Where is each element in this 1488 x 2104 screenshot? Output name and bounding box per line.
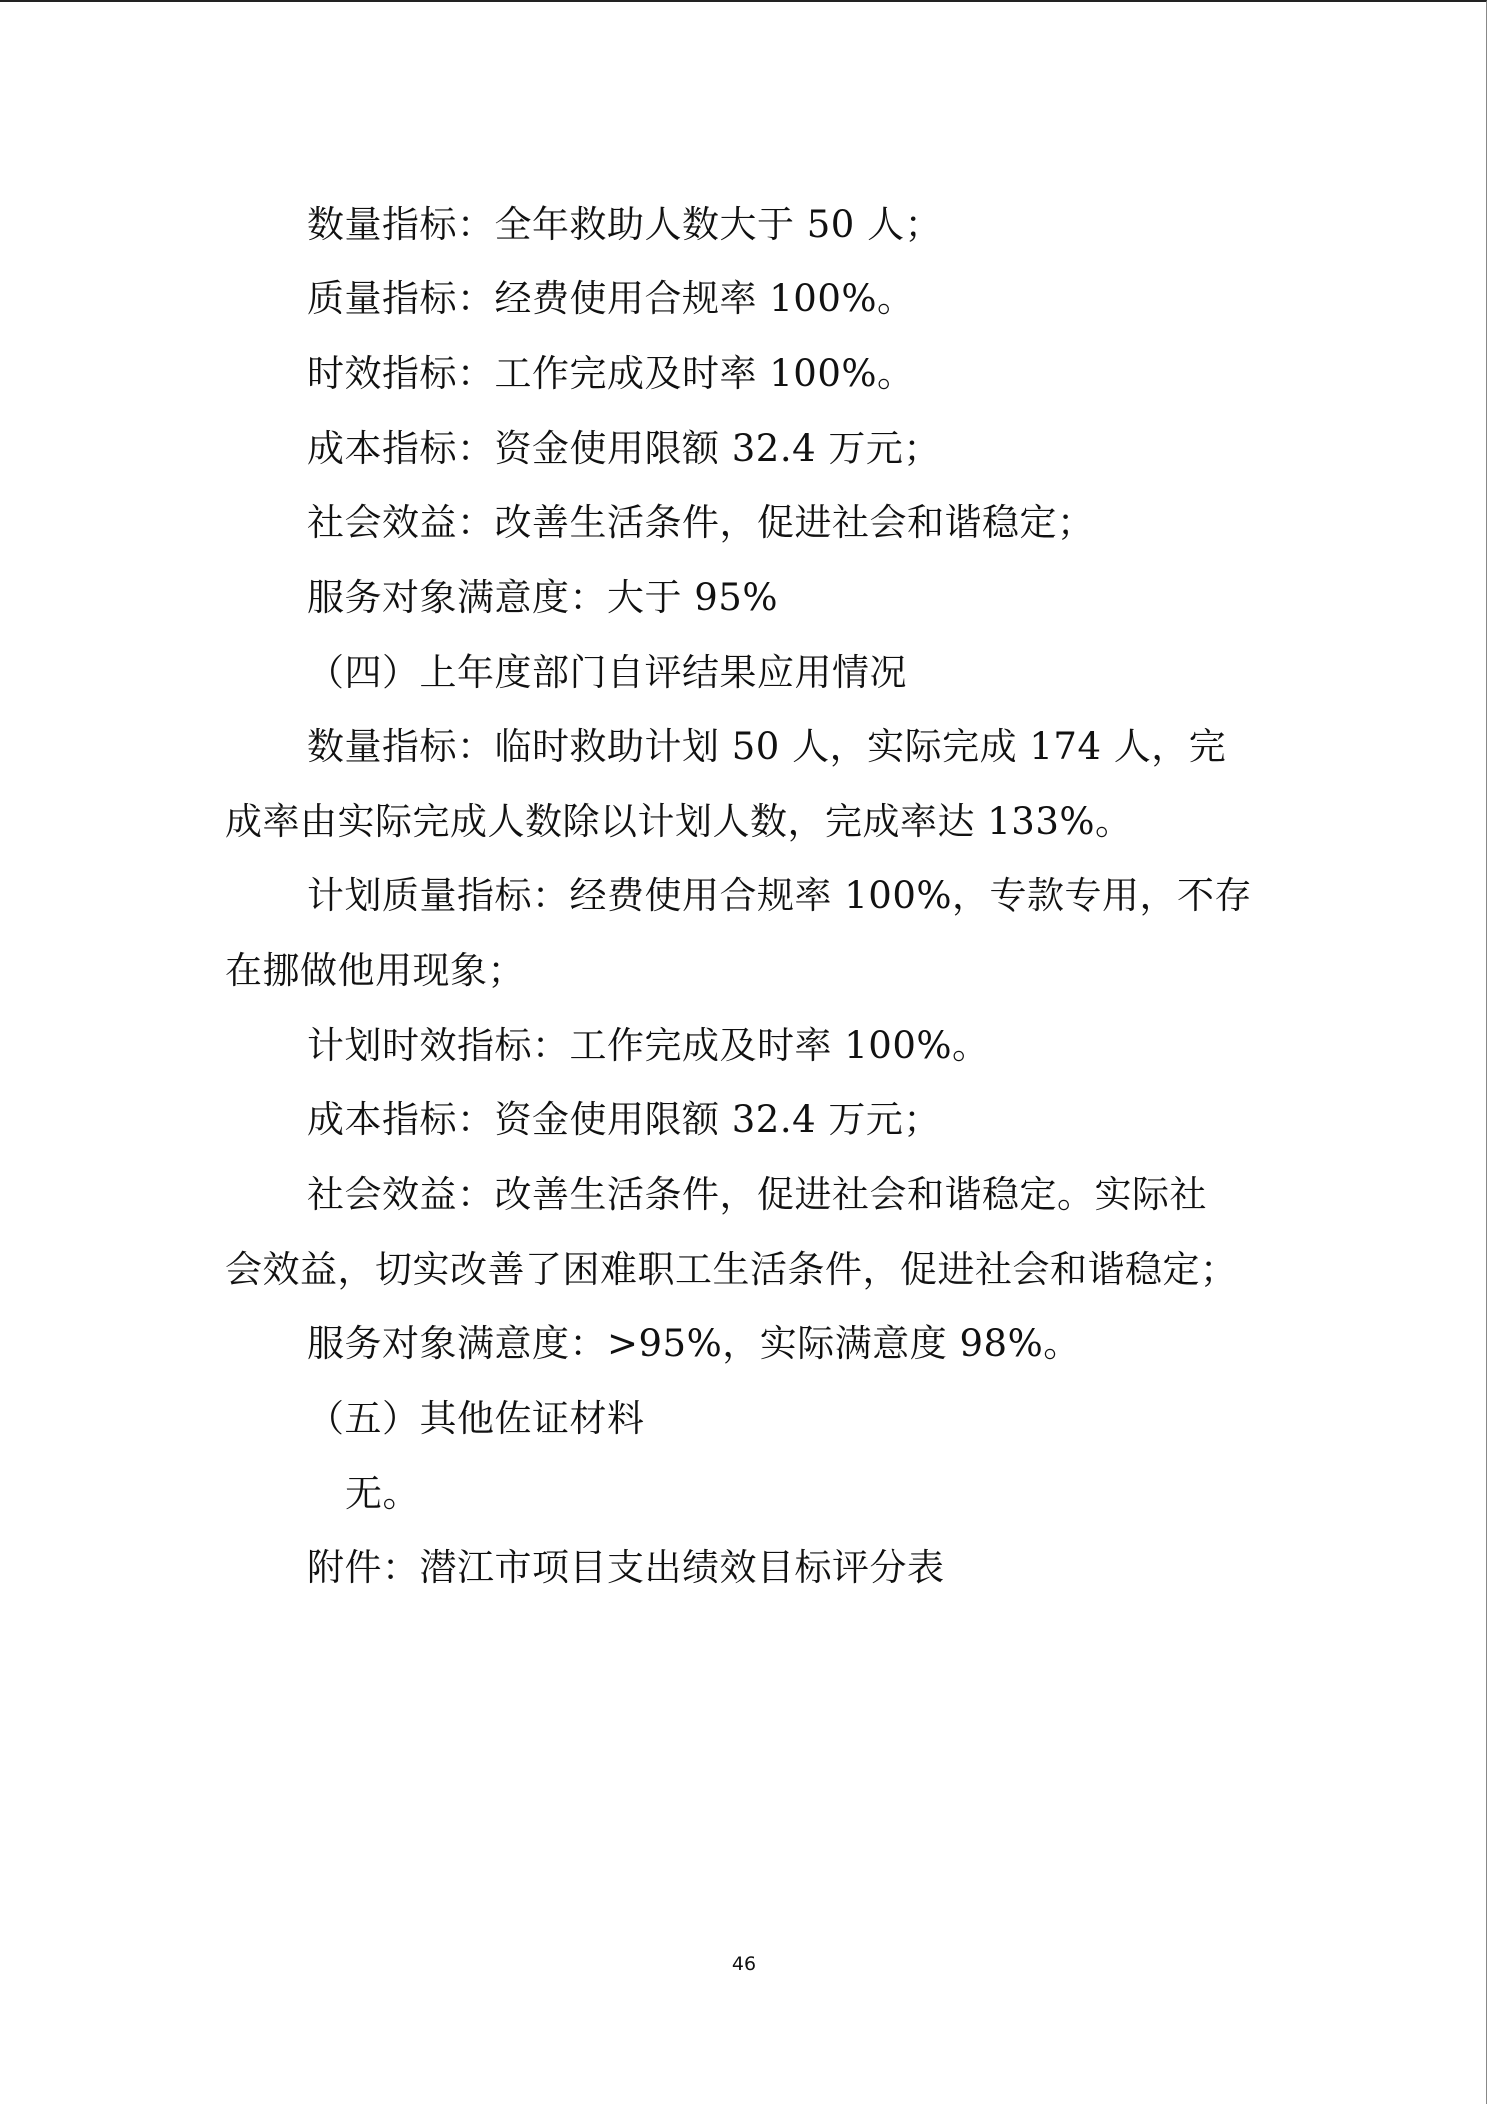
plan-quality-line-1: 计划质量指标：经费使用合规率 100%，专款专用，不存 [307,874,1253,917]
timeliness-indicator-line: 时效指标：工作完成及时率 100%。 [307,352,915,395]
cost-indicator-line: 成本指标：资金使用限额 32.4 万元； [307,427,941,470]
plan-quality-line-2: 在挪做他用现象； [225,949,525,992]
section-heading-5: （五）其他佐证材料 [307,1397,645,1440]
none-text: 无。 [345,1472,420,1515]
plan-timeliness-line: 计划时效指标：工作完成及时率 100%。 [307,1024,990,1067]
plan-social-benefit-line-1: 社会效益：改善生活条件，促进社会和谐稳定。实际社 [307,1173,1207,1216]
section-heading-4: （四）上年度部门自评结果应用情况 [307,651,907,694]
satisfaction-line: 服务对象满意度：大于 95% [307,576,778,619]
plan-social-benefit-line-2: 会效益，切实改善了困难职工生活条件，促进社会和谐稳定； [225,1248,1238,1291]
plan-quantity-line-1: 数量指标：临时救助计划 50 人，实际完成 174 人，完 [307,725,1227,768]
page-number: 46 [731,1953,757,1975]
quantity-indicator-line: 数量指标：全年救助人数大于 50 人； [307,203,943,246]
quality-indicator-line: 质量指标：经费使用合规率 100%。 [307,277,915,320]
plan-quantity-line-2: 成率由实际完成人数除以计划人数，完成率达 133%。 [225,800,1133,843]
social-benefit-line: 社会效益：改善生活条件，促进社会和谐稳定； [307,501,1095,544]
plan-satisfaction-line: 服务对象满意度：>95%，实际满意度 98%。 [307,1322,1081,1365]
plan-cost-line: 成本指标：资金使用限额 32.4 万元； [307,1098,941,1141]
attachment-line: 附件：潜江市项目支出绩效目标评分表 [307,1546,945,1589]
